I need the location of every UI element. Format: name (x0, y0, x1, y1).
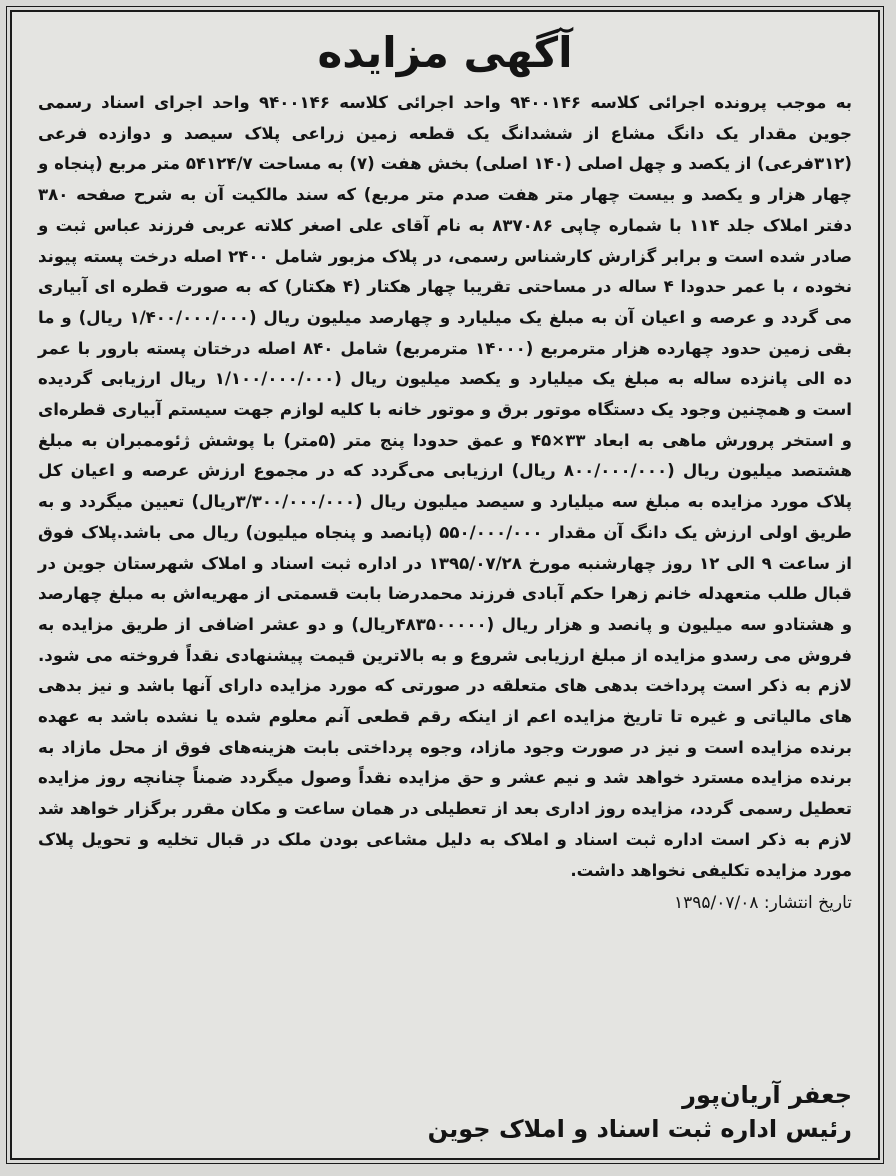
signer-name: جعفر آریان‌پور (682, 1081, 852, 1109)
signature-block (428, 1078, 852, 1146)
notice-body: به موجب پرونده اجرائی کلاسه ۹۴۰۰۱۴۶ واحد اجرائی کلاسه ۹۴۰۰۱۴۶ واحد اجرای اسناد رسمی جوین مقدار یک دانگ مشاع از ششدانگ یک قطعه زمین زراعی پلاک سیصد و دوازده فرعی (۳۱۲فرعی) از یکصد و چهل اصلی (۱۴۰ اصلی) بخش هفت (۷) به مساحت ۵۴۱۲۴/۷ متر مربع (پنجاه و چهار هزار و یکصد و بیست چهار متر هفت صدم متر مربع) که سند مالکیت آن به شرح صفحه ۳۸۰ دفتر املاک جلد ۱۱۴ با شماره چاپی ۸۳۷۰۸۶ به نام آقای علی اصغر کلاته عربی فرزند عباس ثبت و صادر شده است و برابر گزارش کارشناس رسمی، در پلاک مزبور شامل ۲۴۰۰ اصله درخت پسته پیوند نخوده ، با عمر حدودا ۴ ساله در مساحتی تقریبا چهار هکتار (۴ هکتار) که به صورت قطره ای آبیاری می گردد و عرصه و اعیان آن به مبلغ یک میلیارد و چهارصد میلیون ریال (۱/۴۰۰/۰۰۰/۰۰۰ ریال) و ما بقی زمین حدود چهارده هزار مترمربع (۱۴۰۰۰ مترمربع) شامل ۸۴۰ اصله درختان پسته بارور با عمر ده الی پانزده ساله به مبلغ یک میلیارد و یکصد میلیون ریال (۱/۱۰۰/۰۰۰/۰۰۰ ریال ارزیابی گردیده است و همچنین وجود یک دستگاه موتور برق و موتور خانه با کلیه لوازم جهت سیستم آبیاری قطره‌ای و استخر پرورش ماهی به ابعاد ۳۳×۴۵ و عمق حدودا پنج متر (۵متر) با پوشش ژئوممبران به مبلغ هشتصد میلیون ریال (۸۰۰/۰۰۰/۰۰۰ ریال) ارزیابی می‌گردد که در مجموع ارزش عرصه و اعیان کل پلاک مورد مزایده به مبلغ سه میلیارد و سیصد میلیون ریال (۳/۳۰۰/۰۰۰/۰۰۰ریال) تعیین میگردد و به طریق اولی ارزش یک دانگ آن مقدار ۵۵۰/۰۰۰/۰۰۰ (پانصد و پنجاه میلیون) ریال می باشد.پلاک فوق از ساعت ۹ الی ۱۲ روز چهارشنبه مورخ ۱۳۹۵/۰۷/۲۸ در اداره ثبت اسناد و املاک شهرستان جوین در قبال طلب متعهدله خانم زهرا حکم آبادی فرزند محمدرضا بابت قسمتی از مهریه‌اش به مبلغ چهارصد و هشتادو سه میلیون و پانصد و هزار ریال (۴۸۳۵۰۰۰۰۰ریال) و دو عشر اضافی از طریق مزایده به فروش می رسدو مزایده از مبلغ ارزیابی شروع و به بالاترین قیمت پیشنهادی نقداً فروخته می شود. لازم به ذکر است پرداخت بدهی های متعلقه در صورتی که مورد مزایده دارای آنها باشد و نیز بدهی های مالیاتی و غیره تا تاریخ مزایده اعم از اینکه رقم قطعی آنم معلوم شده یا نشده باشد به عهده برنده مزایده است و نیز در صورت وجود مازاد، وجوه پرداختی بابت هزینه‌های فوق از محل مازاد به برنده مزایده مسترد خواهد شد و نیم عشر و حق مزایده نقداً وصول میگردد ضمناً چنانچه روز مزایده تعطیل رسمی گردد، مزایده روز اداری بعد از تعطیلی در همان ساعت و مکان مقرر برگزار خواهد شد لازم به ذکر است اداره ثبت اسناد و املاک به دلیل مشاعی بودن ملک در قبال تخلیه و تحویل پلاک مورد مزایده تکلیفی نخواهد داشت. (38, 93, 853, 880)
auction-notice (10, 10, 880, 1160)
notice-title: آگهی مزایده (317, 28, 573, 77)
publication-date: تاریخ انتشار: ۱۳۹۵/۰۷/۰۸ (673, 893, 852, 914)
signer-title: رئیس اداره ثبت اسناد و املاک جوین (427, 1115, 852, 1143)
